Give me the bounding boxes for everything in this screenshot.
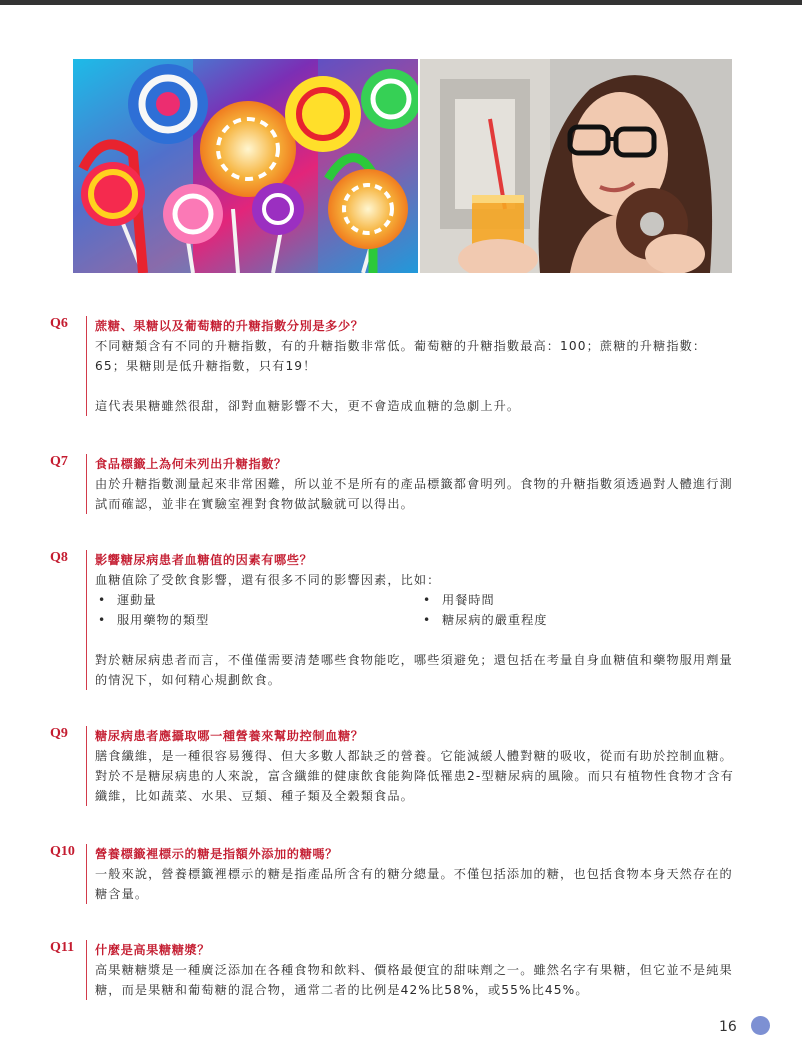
qa-body: [86, 550, 736, 690]
question-number: Q11: [50, 940, 75, 955]
answer-paragraph: 膳食纖維，是一種很容易獲得、但大多數人都缺乏的營養。它能減緩人體對糖的吸收，從而有助於控制血糖。對於不是糖尿病患的人來說，富含纖維的健康飲食能夠降低罹患2-型糖尿病的風險。而只有植物性食物才含有纖維，比如蔬菜、水果、豆類、種子類及全穀類食品。: [95, 749, 734, 803]
question-title: 糖尿病患者應攝取哪一種營養來幫助控制血糖？: [95, 729, 364, 743]
bullet-icon: •: [423, 593, 432, 607]
question-number: Q6: [50, 316, 68, 331]
bullet-icon: •: [98, 613, 107, 627]
page-dot-icon: [751, 1016, 770, 1035]
qa-body: [86, 726, 736, 806]
qa-body: [86, 454, 736, 514]
answer-paragraph: 由於升糖指數測量起來非常困難，所以並不是所有的產品標籤都會明列。食物的升糖指數須透過對人體進行測試而確認，並非在實驗室裡對食物做試驗就可以得出。: [95, 477, 733, 511]
question-title: 食品標籤上為何未列出升糖指數？: [95, 457, 287, 471]
list-item: • 運動量: [95, 590, 420, 610]
answer-paragraph: 一般來說，營養標籤裡標示的糖是指產品所含有的糖分總量。不僅包括添加的糖，也包括食物本身天然存在的糖含量。: [95, 867, 733, 901]
qa-body: [86, 844, 736, 904]
list-item: • 糖尿病的嚴重程度: [420, 610, 730, 630]
qa-body: [86, 940, 736, 1000]
qa-body: [86, 316, 736, 416]
answer-paragraph: 對於糖尿病患者而言，不僅僅需要清楚哪些食物能吃，哪些須避免；還包括在考量自身血糖值和藥物服用劑量的情況下，如何精心規劃飲食。: [95, 653, 733, 687]
answer-paragraph: 這代表果糖雖然很甜，卻對血糖影響不大，更不會造成血糖的急劇上升。: [95, 399, 521, 413]
question-title: 蔗糖、果糖以及葡萄糖的升糖指數分別是多少？: [95, 319, 364, 333]
question-title: 什麼是高果糖糖漿？: [95, 943, 211, 957]
answer-intro: 血糖值除了受飲食影響，還有很多不同的影響因素，比如：: [95, 573, 441, 587]
answer-paragraph: 高果糖糖漿是一種廣泛添加在各種食物和飲料、價格最便宜的甜味劑之一。雖然名字有果糖，但它並不是純果糖，而是果糖和葡萄糖的混合物，通常二者的比例是42%比58%，或55%比45%。: [95, 963, 733, 997]
bullet-icon: •: [423, 613, 432, 627]
bullet-icon: •: [98, 593, 107, 607]
question-number: Q10: [50, 844, 75, 859]
factor-list: [95, 590, 736, 630]
list-item: • 服用藥物的類型: [95, 610, 420, 630]
lollipops-photo: [73, 59, 418, 273]
woman-with-donut-and-juice-photo: [420, 59, 732, 273]
question-number: Q9: [50, 726, 68, 741]
list-item: • 用餐時間: [420, 590, 730, 610]
page-number: 16: [719, 1019, 737, 1035]
answer-paragraph: 不同糖類含有不同的升糖指數，有的升糖指數非常低。葡萄糖的升糖指數最高：100；蔗糖的升糖指數：65；果糖則是低升糖指數，只有19！: [95, 339, 707, 373]
question-number: Q8: [50, 550, 68, 565]
question-title: 影響糖尿病患者血糖值的因素有哪些？: [95, 553, 313, 567]
top-bar: [0, 0, 802, 5]
question-number: Q7: [50, 454, 68, 469]
question-title: 營養標籤裡標示的糖是指額外添加的糖嗎？: [95, 847, 338, 861]
